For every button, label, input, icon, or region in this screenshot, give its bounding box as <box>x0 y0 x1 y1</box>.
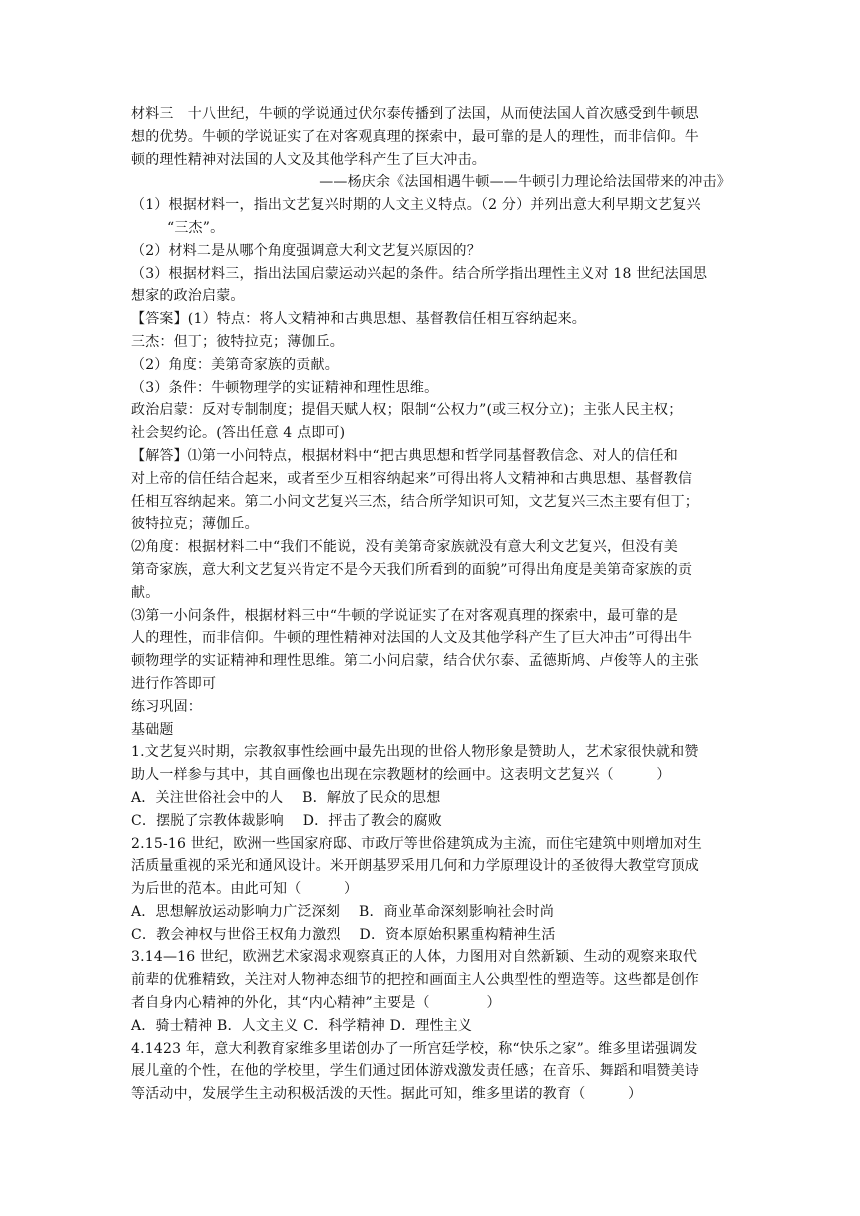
explanation-line-9: 人的理性，而非信仰。牛顿的理性精神对法国的人文及其他学科产生了巨大冲击”可得出牛 <box>131 630 693 647</box>
material-three-line-3: 顿的理性精神对法国的人文及其他学科产生了巨大冲击。 <box>131 151 486 168</box>
exercise-3-line-3: 者自身内心精神的外化，其“内心精神”主要是（ ） <box>131 995 501 1012</box>
exercise-1-options-cd: C．摆脱了宗教体裁影响 D．抨击了教会的腐败 <box>131 812 442 829</box>
citation-line: ——杨庆余《法国相遇牛顿——牛顿引力理论给法国带来的冲击》 <box>319 174 731 191</box>
explanation-line-6: 第奇家族，意大利文艺复兴肯定不是今天我们所看到的面貌”可得出角度是美第奇家族的贡 <box>131 561 693 578</box>
material-three-line-1: 材料三 十八世纪，牛顿的学说通过伏尔泰传播到了法国，从而使法国人首次感受到牛顿思 <box>131 106 699 122</box>
exercise-1-line-1: 1.文艺复兴时期，宗教叙事性绘画中最先出现的世俗人物形象是赞助人，艺术家很快就和赞 <box>131 744 699 761</box>
exercise-3-line-2: 前辈的优雅精致，关注对人物神态细节的把控和画面主人公典型性的塑造等。这些都是创作 <box>131 972 699 989</box>
answer-line-5: 政治启蒙：反对专制制度；提倡天赋人权；限制“公权力”(或三权分立)；主张人民主权； <box>131 402 683 419</box>
exercise-2-options-ab: A．思想解放运动影响力广泛深刻 B．商业革命深刻影响社会时尚 <box>131 903 555 920</box>
exercise-2-line-2: 活质量重视的采光和通风设计。米开朗基罗采用几何和力学原理设计的圣彼得大教堂穹顶成 <box>131 858 699 875</box>
exercise-4-line-2: 展儿童的个性，在他的学校里，学生们通过团体游戏激发责任感；在音乐、舞蹈和唱赞美诗 <box>131 1063 699 1080</box>
exercise-2-line-1: 2.15-16 世纪，欧洲一些国家府邸、市政厅等世俗建筑成为主流，而住宅建筑中则增加对生 <box>131 835 702 852</box>
question-3-line-2: 想家的政治启蒙。 <box>131 288 245 305</box>
answer-line-1: 【答案】(1）特点：将人文精神和古典思想、基督教信任相互容纳起来。 <box>131 311 586 328</box>
question-1-line-2: “三杰”。 <box>167 219 225 236</box>
answer-line-3: （2）角度：美第奇家族的贡献。 <box>131 356 339 373</box>
question-3-line-1: （3）根据材料三，指出法国启蒙运动兴起的条件。结合所学指出理性主义对 18 世纪法国思 <box>131 265 708 282</box>
question-1-line-1: （1）根据材料一，指出文艺复兴时期的人文主义特点。（2 分）并列出意大利早期文艺复兴 <box>131 197 701 214</box>
exercise-1-options-ab: A．关注世俗社会中的人 B．解放了民众的思想 <box>131 789 441 806</box>
answer-line-4: （3）条件：牛顿物理学的实证精神和理性思维。 <box>131 379 439 396</box>
explanation-line-7: 献。 <box>131 584 160 601</box>
exercise-4-line-3: 等活动中，发展学生主动积极活泼的天性。据此可知，维多里诺的教育（ ） <box>131 1086 643 1103</box>
explanation-line-1: 【解答】⑴第一小问特点，根据材料中“把古典思想和哲学同基督教信念、对人的信任和 <box>131 447 678 464</box>
exercise-4-line-1: 4.1423 年，意大利教育家维多里诺创办了一所宫廷学校，称“快乐之家”。维多里诺强调发 <box>131 1040 698 1057</box>
explanation-line-10: 顿物理学的实证精神和理性思维。第二小问启蒙，结合伏尔泰、孟德斯鸠、卢俊等人的主张 <box>131 653 699 670</box>
basic-questions-heading: 基础题 <box>131 721 174 738</box>
answer-line-2: 三杰：但丁；彼特拉克；薄伽丘。 <box>131 333 344 350</box>
explanation-line-8: ⑶第一小问条件，根据材料三中“牛顿的学说证实了在对客观真理的探索中，最可靠的是 <box>131 607 678 624</box>
answer-line-6: 社会契约论。(答出任意 4 点即可) <box>131 425 346 442</box>
exercise-3-line-1: 3.14—16 世纪，欧洲艺术家渴求观察真正的人体，力图用对自然新颖、生动的观察来取代 <box>131 949 698 966</box>
explanation-line-3: 任相互容纳起来。第二小问文艺复兴三杰，结合所学知识可知，文艺复兴三杰主要有但丁； <box>131 493 699 510</box>
document-page <box>131 103 731 1106</box>
explanation-line-5: ⑵角度：根据材料二中“我们不能说，没有美第奇家族就没有意大利文艺复兴，但没有美 <box>131 539 678 556</box>
exercise-2-line-3: 为后世的范本。由此可知（ ） <box>131 881 359 898</box>
exercise-3-options: A．骑士精神 B．人文主义 C．科学精神 D．理性主义 <box>131 1017 473 1034</box>
explanation-line-2: 对上帝的信任结合起来，或者至少互相容纳起来”可得出将人文精神和古典思想、基督教信 <box>131 470 693 487</box>
practice-heading: 练习巩固： <box>131 698 202 715</box>
explanation-line-4: 彼特拉克；薄伽丘。 <box>131 516 259 533</box>
exercise-2-options-cd: C．教会神权与世俗王权角力激烈 D．资本原始积累重构精神生活 <box>131 926 556 943</box>
explanation-line-11: 进行作答即可 <box>131 675 217 692</box>
material-three-line-2: 想的优势。牛顿的学说证实了在对客观真理的探索中，最可靠的是人的理性，而非信仰。牛 <box>131 128 699 145</box>
exercise-1-line-2: 助人一样参与其中，其自画像也出现在宗教题材的绘画中。这表明文艺复兴（ ） <box>131 767 671 784</box>
question-2-line: （2）材料二是从哪个角度强调意大利文艺复兴原因的？ <box>131 242 481 259</box>
